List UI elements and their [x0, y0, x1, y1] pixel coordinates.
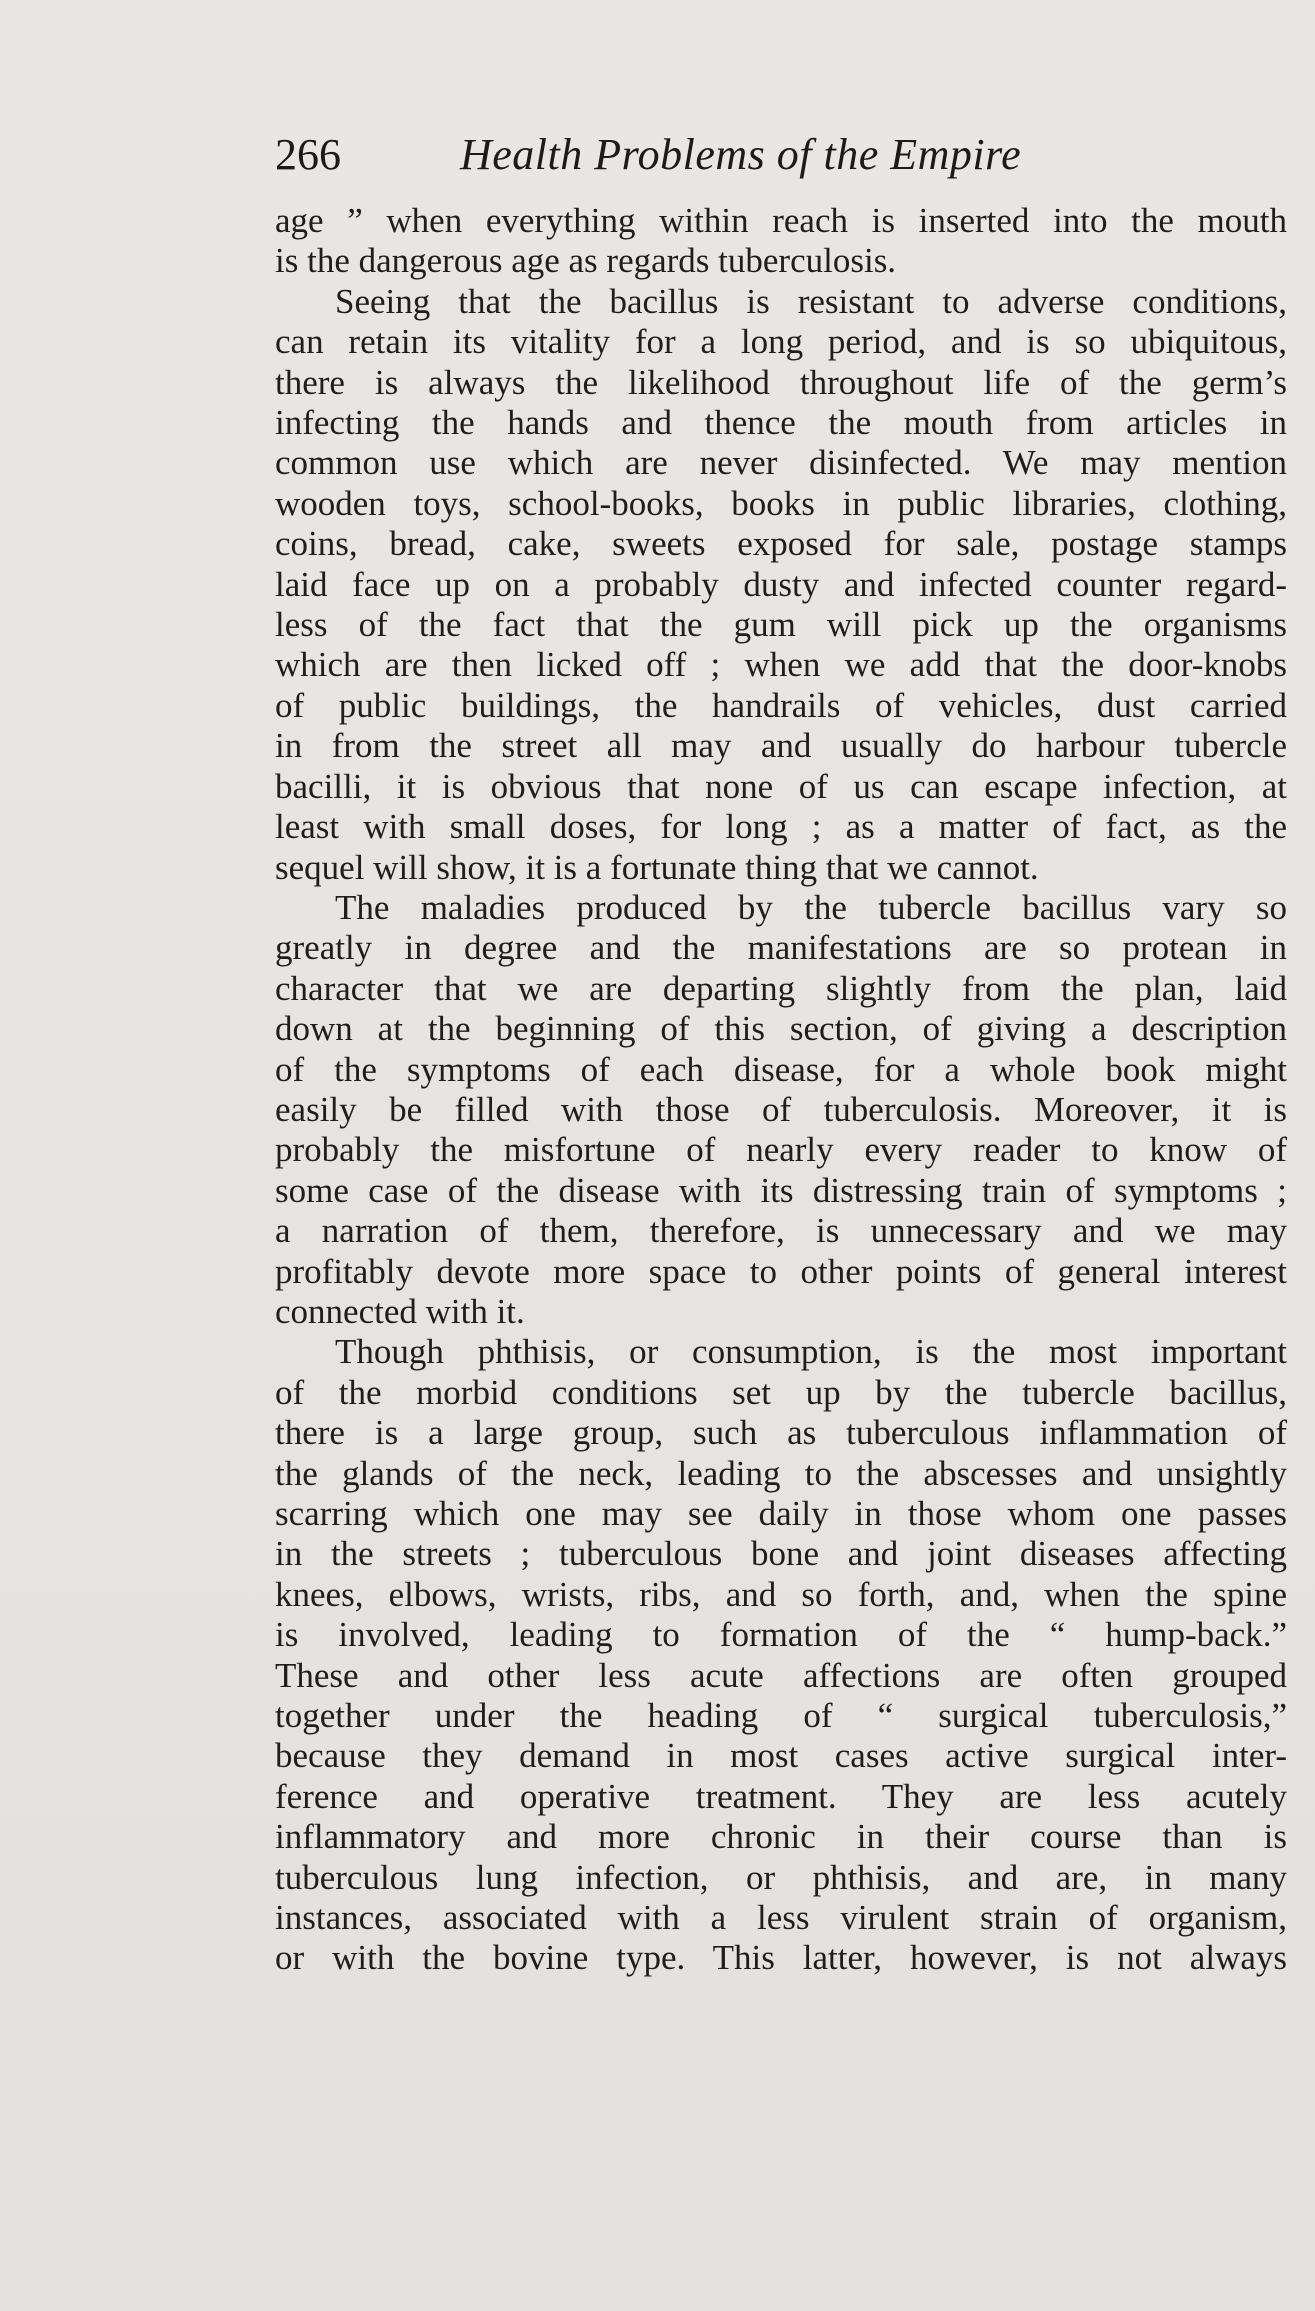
text-line: which are then licked off ; when we add that the door-knobs — [275, 645, 1287, 685]
text-line: there is a large group, such as tuberculous inflammation of — [275, 1413, 1287, 1453]
text-line: a narration of them, therefore, is unnecessary and we may — [275, 1211, 1287, 1251]
text-line: less of the fact that the gum will pick up the organisms — [275, 605, 1287, 645]
text-line: character that we are departing slightly from the plan, laid — [275, 968, 1287, 1008]
text-line: the glands of the neck, leading to the abscesses and unsightly — [275, 1453, 1287, 1493]
text-line: in from the street all may and usually do harbour tubercle — [275, 726, 1287, 766]
text-line: knees, elbows, wrists, ribs, and so forth, and, when the spine — [275, 1574, 1287, 1614]
text-line: inflammatory and more chronic in their course than is — [275, 1817, 1287, 1857]
text-line: of public buildings, the handrails of vehicles, dust carried — [275, 685, 1287, 725]
text-line: probably the misfortune of nearly every reader to know of — [275, 1130, 1287, 1170]
text-line: is the dangerous age as regards tuberculosis. — [275, 241, 897, 281]
text-line: laid face up on a probably dusty and infected counter regard- — [275, 564, 1287, 604]
text-line: some case of the disease with its distressing train of symptoms ; — [275, 1170, 1287, 1210]
text-line: profitably devote more space to other points of general interest — [275, 1251, 1287, 1291]
text-line: easily be filled with those of tuberculosis. Moreover, it is — [275, 1089, 1287, 1129]
text-line: wooden toys, school-books, books in public libraries, clothing, — [275, 483, 1287, 523]
text-line: down at the beginning of this section, of giving a description — [275, 1009, 1287, 1049]
text-line: ference and operative treatment. They are less acutely — [275, 1776, 1287, 1816]
text-line: common use which are never disinfected. We may mention — [275, 443, 1287, 483]
text-line: there is always the likelihood throughout life of the germ’s — [275, 362, 1287, 402]
text-line: sequel will show, it is a fortunate thing that we cannot. — [275, 847, 1039, 887]
text-line: of the symptoms of each disease, for a whole book might — [275, 1049, 1287, 1089]
text-line: infecting the hands and thence the mouth from articles in — [275, 403, 1287, 443]
text-line: is involved, leading to formation of the “ hump-back.” — [275, 1615, 1287, 1655]
running-title: Health Problems of the Empire — [460, 130, 1022, 179]
text-line: of the morbid conditions set up by the tubercle bacillus, — [275, 1372, 1287, 1412]
text-line: coins, bread, cake, sweets exposed for sale, postage stamps — [275, 524, 1287, 564]
paragraph — [275, 201, 1287, 282]
text-line: tuberculous lung infection, or phthisis, and are, in many — [275, 1857, 1287, 1897]
text-line: Seeing that the bacillus is resistant to adverse conditions, — [335, 281, 1287, 321]
paragraph — [275, 282, 1287, 888]
text-line: Though phthisis, or consumption, is the most important — [335, 1332, 1287, 1372]
paragraph — [275, 888, 1287, 1332]
text-line: scarring which one may see daily in those whom one passes — [275, 1494, 1287, 1533]
page-number: 266 — [275, 130, 341, 179]
text-line: greatly in degree and the manifestations are so protean in — [275, 928, 1287, 968]
text-line: can retain its vitality for a long period, and is so ubiquitous, — [275, 322, 1287, 362]
text-line: age ” when everything within reach is inserted into the mouth — [275, 201, 1287, 240]
text-line: connected with it. — [275, 1291, 525, 1331]
text-line: or with the bovine type. This latter, however, is not always — [275, 1938, 1287, 1978]
text-line: in the streets ; tuberculous bone and joint diseases affecting — [275, 1534, 1287, 1574]
text-line: because they demand in most cases active surgical inter- — [275, 1736, 1287, 1776]
text-line: bacilli, it is obvious that none of us can escape infection, at — [275, 766, 1287, 806]
page-header — [275, 120, 1275, 190]
paragraph — [275, 1332, 1287, 1979]
text-line: The maladies produced by the tubercle bacillus vary so — [335, 887, 1287, 927]
text-line: instances, associated with a less virulent strain of organism, — [275, 1898, 1287, 1938]
text-line: These and other less acute affections are often grouped — [275, 1655, 1287, 1695]
body-text — [275, 201, 1287, 1979]
text-line: together under the heading of “ surgical tuberculosis,” — [275, 1696, 1287, 1736]
text-line: least with small doses, for long ; as a matter of fact, as the — [275, 807, 1287, 847]
